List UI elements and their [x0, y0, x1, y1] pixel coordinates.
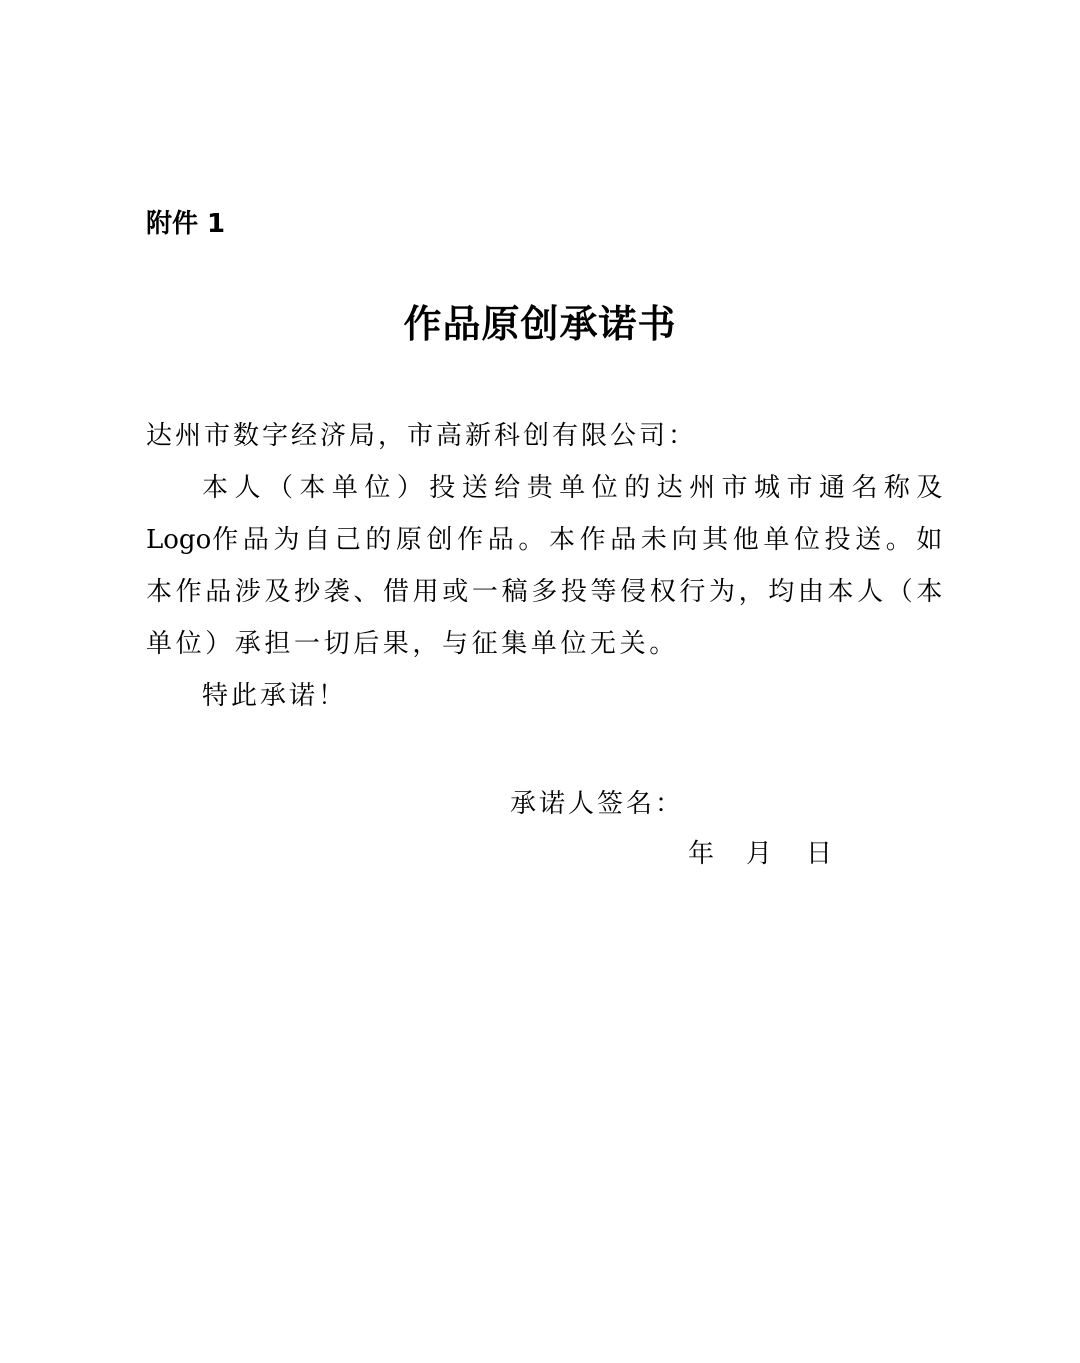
date-year-label: 年: [688, 839, 715, 869]
commitment-paragraph: [146, 462, 946, 670]
date-day-label: 日: [806, 839, 833, 869]
signature-label: 承诺人签名：: [510, 789, 685, 819]
paragraph-text-part1: 本人（本单位）投送给贵单位的达州市城市通名称及: [202, 473, 946, 503]
paragraph-text-part2: 作品为自己的原创作品。本作品未向其他单位投送。如本作品涉及抄袭、借用或一稿多投等侵权行为，均由本人（本单位）承担一切后果，与征集单位无关。: [146, 525, 946, 659]
closing-statement: 特此承诺！: [202, 681, 348, 711]
addressee: 达州市数字经济局，市高新科创有限公司：: [146, 421, 698, 451]
attachment-label: 附件 1: [146, 209, 226, 239]
date-month-label: 月: [746, 839, 773, 869]
document-title: 作品原创承诺书: [403, 301, 677, 346]
paragraph-logo-word: Logo: [146, 525, 212, 555]
